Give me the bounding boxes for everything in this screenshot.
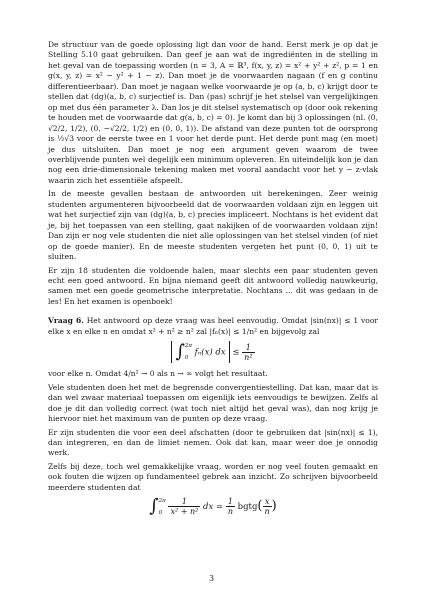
upper-limit: 2π <box>158 497 166 504</box>
integrand-fraction <box>168 497 200 516</box>
relation: ≤ <box>232 347 240 358</box>
paragraph-errors: Zelfs bij deze, toch wel gemakkelijke vraag, worden er nog veel fouten gemaakt en ook fouten die wijzen op fundamenteel gebrek aan inzicht. Zo schrijven bijvoorbeeld meerdere studenten dat <box>48 461 378 492</box>
argument-denominator: n <box>264 507 270 517</box>
left-paren: ( <box>257 498 263 514</box>
paragraph-dominated-convergence: Vele studenten doen het met de begrensde convergentiestelling. Dat kan, maar dat is dan wel zwaar materiaal toepassen om eigenlijk iets eenvoudigs te bewijzen. Zelfs al doe je dit dan volledig correct (wat toch niet altijd het geval was), dan nog krijg je hiervoor niet het maximum van de punten op deze vraag. <box>48 382 378 424</box>
integrand-numerator: 1 <box>168 497 200 507</box>
differential: dx = <box>203 502 224 513</box>
rhs-fraction <box>226 497 235 516</box>
integrand-denominator: x² + n² <box>170 507 199 517</box>
function-name: bgtg <box>237 502 258 513</box>
equation-wrong-claim <box>48 497 378 516</box>
bound-fraction <box>242 343 254 362</box>
body-text <box>48 40 378 522</box>
integral-limits <box>159 498 166 516</box>
right-paren: ) <box>271 498 277 514</box>
page-number: 3 <box>208 574 215 583</box>
absolute-value-integral <box>171 341 229 363</box>
bound-denominator: n² <box>244 352 253 362</box>
paragraph-conclusion: voor elke n. Omdat 4/n² → 0 als n → ∞ volgt het resultaat. <box>48 369 268 379</box>
lower-limit: 0 <box>184 355 189 362</box>
integrand: fₙ(x) dx <box>194 347 226 358</box>
paragraph-estimation: Er zijn studenten die voor een deel afschatten (door te gebruiken dat |sin(nx)| ≤ 1), dan integreren, en dan de limiet nemen. Ook dat kan, maar weer doe je onnodig werk. <box>48 427 378 458</box>
integral-sign-icon: ∫ <box>175 341 185 363</box>
vraag-6-text: Het antwoord op deze vraag was heel eenvoudig. Omdat |sin(nx)| ≤ 1 voor elke x en elke n en omdat x² + n² ≥ n² zal |fₙ(x)| ≤ 1/n² en bijgevolg zal <box>48 316 378 336</box>
equation-bound <box>48 341 378 363</box>
integral-limits <box>185 343 192 361</box>
paragraph-solution-structure: De structuur van de goede oplossing ligt dan voor de hand. Eerst merk je op dat je Stelling 5.10 gaat gebruiken. Dan geef je aan wat de ingrediënten in de stelling in het geval van de toepassing worden (n = 3, A = ℝ³, f(x, y, z) = x² + y² + z², p = 1 en g(x, y, z) = x² − y² + 1 − z). Dan moet je de voorwaarden nagaan (f en g continu differentieerbaar). Dan moet je nagaan welke voorwaarde je op (a, b, c) krijgt door te stellen dat (dg)(a, b, c) surjectief is. Dan (pas) schrijf je het stelsel van vergelijkingen op met dus één parameter λ. Dan los je dit stelsel systematisch op (door ook rekening te houden met de voorwaarde dat g(a, b, c) = 0). Je komt dan bij 3 oplossingen (nl. (0, √2/2, 1/2), (0, −√2/2, 1/2) en (0, 0, 1)). De afstand van deze punten tot de oorsprong is ½√3 voor de eerste twee en 1 voor het derde punt. Het derde punt mag (en moet) je dus uitsluiten. Dan moet je nog een argument geven waarom de twee overblijvende punten wel degelijk een minimum opleveren. En uiteindelijk kon je dan nog een drie-dimensionale tekening maken met vooral aandacht voor het y − z-vlak waarin zich het essentiële afspeelt. <box>48 40 378 185</box>
paragraph-results: Er zijn 18 studenten die voldoende halen, maar slechts een paar studenten geven echt een goed antwoord. En bijna niemand geeft dit antwoord volledig nauwkeurig, samen met een goede geometrische interpretatie. Nochtans ... dit was gedaan in de les! En het examen is openboek! <box>48 265 378 306</box>
lower-limit: 0 <box>158 509 163 516</box>
paragraph-vraag-6 <box>48 316 378 337</box>
integral-sign-icon: ∫ <box>149 495 159 517</box>
bound-numerator: 1 <box>242 343 254 353</box>
rhs-numerator: 1 <box>226 497 235 507</box>
rhs-denominator: n <box>227 507 233 517</box>
paragraph-common-mistakes: In de meeste gevallen bestaan de antwoorden uit berekeningen. Zeer weinig studenten argumenteren bijvoorbeeld dat de voorwaarden voldaan zijn en leggen uit wat het surjectief zijn van (dg)(a, b, c) precies impliceert. Nochtans is het evident dat je, bij het toepassen van een stelling, gaat nakijken of de voorwaarden voldaan zijn! Dan zijn er nog vele studenten die niet alle oplossingen van het stelsel vinden (of niet op de goede manier). En de meeste studenten vergeten het punt (0, 0, 1) uit te sluiten. <box>48 189 378 262</box>
argument-numerator: x <box>263 497 272 507</box>
argument-fraction <box>263 497 272 516</box>
upper-limit: 2π <box>184 343 192 350</box>
question-label: Vraag 6. <box>48 316 84 326</box>
